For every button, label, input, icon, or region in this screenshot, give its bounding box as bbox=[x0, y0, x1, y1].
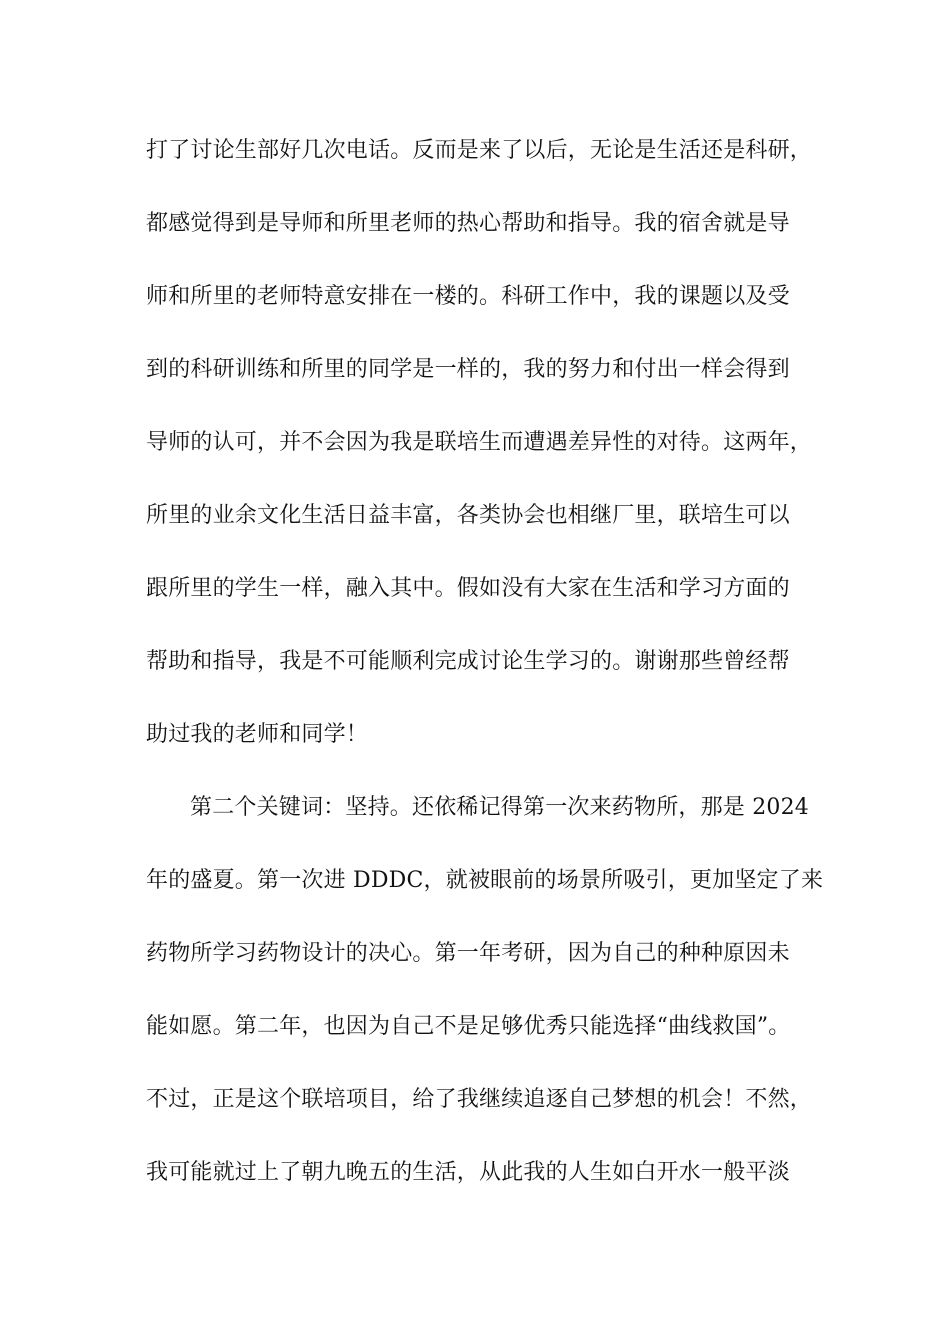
text-line: 能如愿。第二年，也因为自己不是足够优秀只能选择“曲线救国”。 bbox=[146, 1014, 791, 1039]
text-line: 年的盛夏。第一次进 DDDC，就被眼前的场景所吸引，更加坚定了来 bbox=[146, 868, 824, 893]
text-line: 跟所里的学生一样，融入其中。假如没有大家在生活和学习方面的 bbox=[146, 576, 790, 601]
text-line: 导师的认可，并不会因为我是联培生而遭遇差异性的对待。这两年， bbox=[146, 430, 813, 455]
text-line: 不过，正是这个联培项目，给了我继续追逐自己梦想的机会！不然， bbox=[146, 1087, 813, 1112]
text-line: 我可能就过上了朝九晚五的生活，从此我的人生如白开水一般平淡 bbox=[146, 1160, 790, 1185]
text-line: 到的科研训练和所里的同学是一样的，我的努力和付出一样会得到 bbox=[146, 357, 790, 382]
text-line: 所里的业余文化生活日益丰富，各类协会也相继厂里，联培生可以 bbox=[146, 503, 790, 528]
paragraph-start-line: 第二个关键词：坚持。还依稀记得第一次来药物所，那是 2024 bbox=[190, 795, 809, 820]
text-line: 师和所里的老师特意安排在一楼的。科研工作中，我的课题以及受 bbox=[146, 284, 790, 309]
document-body bbox=[146, 131, 846, 1226]
text-line: 助过我的老师和同学！ bbox=[146, 722, 369, 747]
text-line: 都感觉得到是导师和所里老师的热心帮助和指导。我的宿舍就是导 bbox=[146, 211, 790, 236]
text-line: 打了讨论生部好几次电话。反而是来了以后，无论是生活还是科研， bbox=[146, 138, 813, 163]
text-line: 药物所学习药物设计的决心。第一年考研，因为自己的种种原因未 bbox=[146, 941, 790, 966]
text-line: 帮助和指导，我是不可能顺利完成讨论生学习的。谢谢那些曾经帮 bbox=[146, 649, 790, 674]
